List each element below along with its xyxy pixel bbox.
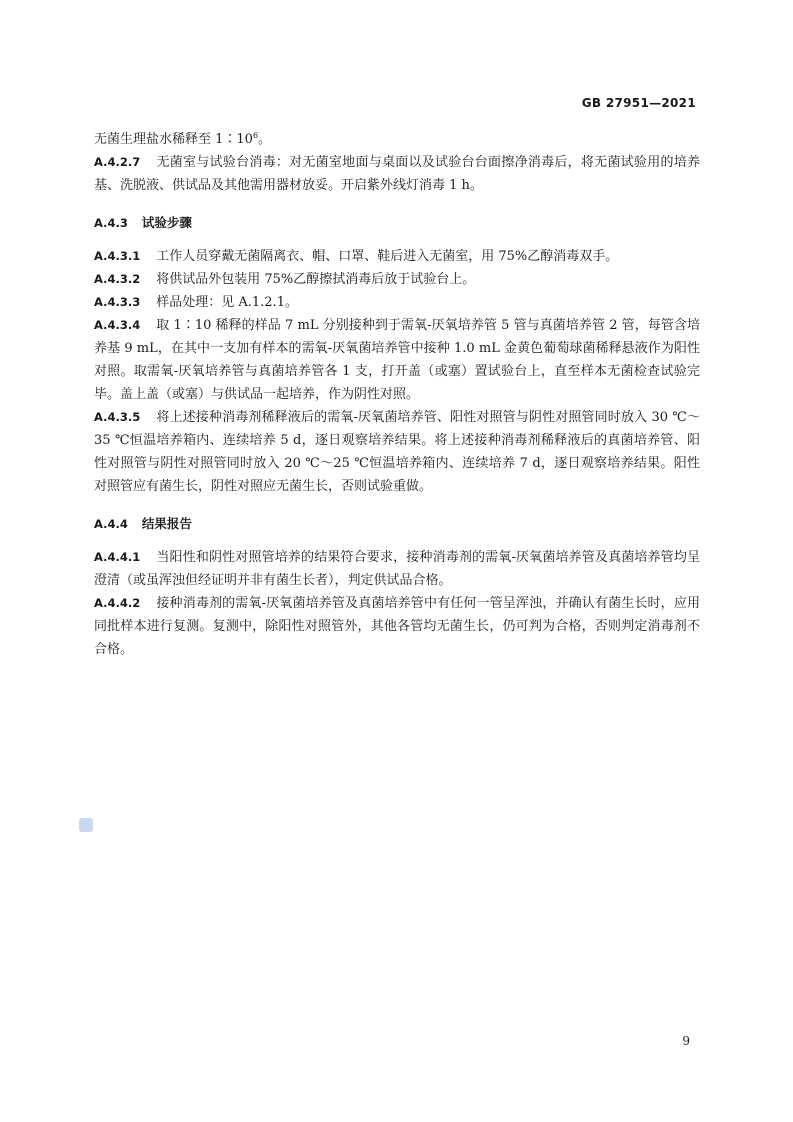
clause-a-4-4-1: [94, 546, 700, 592]
clause-text: 将上述接种消毒剂稀释液后的需氧-厌氧菌培养管、阳性对照管与阴性对照管同时放入 30 ℃～35 ℃恒温培养箱内、连续培养 5 d，逐日观察培养结果。将上述接种消毒剂稀释液后的真菌培养管、阳性对照管与阴性对照管同时放入 20 ℃～25 ℃恒温培养箱内、连续培养 7 d，逐日观察培养结果。阳性对照管应有菌生长，阴性对照应无菌生长，否则试验重做。: [94, 410, 700, 494]
clause-number: A.4.3.2: [94, 272, 141, 286]
clause-a-4-3-1: [94, 245, 700, 268]
clause-text: 工作人员穿戴无菌隔离衣、帽、口罩、鞋后进入无菌室，用 75%乙醇消毒双手。: [156, 249, 619, 264]
clause-text: 当阳性和阴性对照管培养的结果符合要求，接种消毒剂的需氧-厌氧菌培养管及真菌培养管均呈澄清（或虽浑浊但经证明并非有菌生长者），判定供试品合格。: [94, 550, 700, 588]
section-title: 试验步骤: [141, 215, 192, 230]
section-heading-result-report: [94, 512, 700, 536]
clause-number: A.4.3.1: [94, 249, 141, 263]
clause-text: 接种消毒剂的需氧-厌氧菌培养管及真菌培养管中有任何一管呈浑浊，并确认有菌生长时，应用同批样本进行复测。复测中，除阳性对照管外，其他各管均无菌生长，仍可判为合格，否则判定消毒剂不合格。: [94, 596, 700, 657]
clause-a-4-3-4: [94, 314, 700, 406]
clause-a-4-3-2: [94, 268, 700, 291]
paragraph-text-end: 。: [258, 132, 272, 147]
clause-number: A.4.3.4: [94, 318, 141, 332]
clause-text: 样品处理：见 A.1.2.1。: [156, 295, 298, 310]
clause-text: 将供试品外包装用 75%乙醇擦拭消毒后放于试验台上。: [156, 272, 476, 287]
superscript-exponent: 6: [252, 131, 259, 140]
clause-number: A.4.4.1: [94, 550, 141, 564]
section-title: 结果报告: [141, 516, 192, 531]
page-number: 9: [682, 1034, 690, 1048]
section-heading-test-steps: [94, 211, 700, 235]
clause-number: A.4.3.3: [94, 295, 141, 309]
clause-a-4-4-2: [94, 592, 700, 661]
clause-number: A.4.2.7: [94, 155, 141, 169]
clause-text: 取 1∶10 稀释的样品 7 mL 分别接种到于需氧-厌氧培养管 5 管与真菌培养管 2 管，每管含培养基 9 mL，在其中一支加有样本的需氧-厌氧菌培养管中接种 1.0 mL 金黄色葡萄球菌稀释悬液作为阳性对照。取需氧-厌氧培养管与真菌培养管各 1 支，打开盖（或塞）置试验台上，直至样本无菌检查试验完毕。盖上盖（或塞）与供试品一起培养，作为阴性对照。: [94, 318, 700, 402]
clause-text: 无菌室与试验台消毒：对无菌室地面与桌面以及试验台台面擦净消毒后，将无菌试验用的培养基、洗脱液、供试品及其他需用器材放妥。开启紫外线灯消毒 1 h。: [94, 155, 700, 193]
clause-a-4-2-7: [94, 151, 700, 197]
document-body: [94, 128, 700, 661]
section-number: A.4.4: [94, 517, 128, 531]
paragraph-dilution: [94, 128, 700, 151]
clause-number: A.4.3.5: [94, 410, 141, 424]
clause-number: A.4.4.2: [94, 596, 141, 610]
watermark-logo-icon: [79, 818, 93, 832]
paragraph-text: 无菌生理盐水稀释至 1∶10: [94, 132, 253, 147]
clause-a-4-3-5: [94, 406, 700, 498]
clause-a-4-3-3: [94, 291, 700, 314]
section-number: A.4.3: [94, 216, 128, 230]
standard-code: GB 27951—2021: [581, 96, 696, 110]
